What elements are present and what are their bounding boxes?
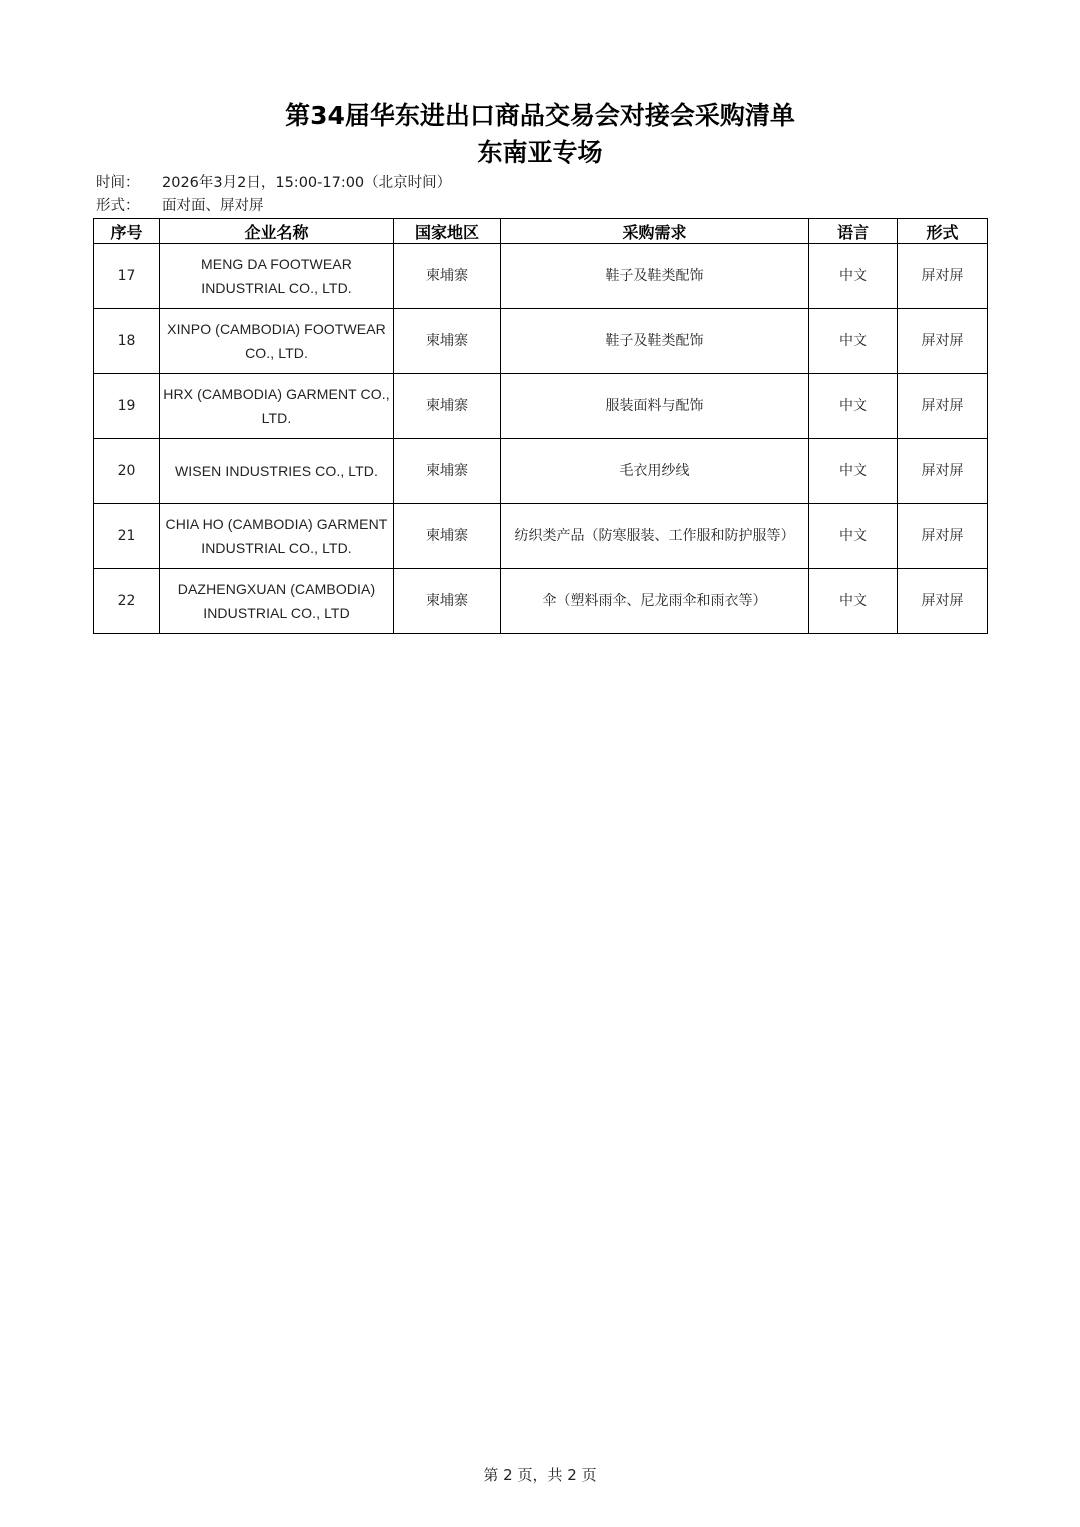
table-header-row [94, 219, 988, 244]
cell-format: 屏对屏 [898, 309, 988, 374]
cell-language: 中文 [809, 439, 898, 504]
cell-format: 屏对屏 [898, 244, 988, 309]
procurement-table [93, 218, 988, 634]
table-row [94, 309, 988, 374]
cell-no: 18 [94, 309, 160, 374]
cell-format: 屏对屏 [898, 439, 988, 504]
header-region: 国家地区 [394, 219, 501, 244]
cell-region: 柬埔寨 [394, 439, 501, 504]
cell-region: 柬埔寨 [394, 569, 501, 634]
document-title: 第34届华东进出口商品交易会对接会采购清单 [285, 101, 795, 130]
cell-no: 20 [94, 439, 160, 504]
cell-requirement: 鞋子及鞋类配饰 [501, 244, 809, 309]
header-language: 语言 [809, 219, 898, 244]
cell-language: 中文 [809, 569, 898, 634]
time-info [96, 173, 451, 193]
format-label: 形式： [96, 198, 140, 214]
header-format: 形式 [898, 219, 988, 244]
cell-no: 19 [94, 374, 160, 439]
cell-language: 中文 [809, 504, 898, 569]
cell-company: XINPO (CAMBODIA) FOOTWEAR CO., LTD. [160, 309, 394, 374]
table-row [94, 569, 988, 634]
time-value: 2026年3月2日，15:00-17:00（北京时间） [162, 175, 452, 191]
header-no: 序号 [94, 219, 160, 244]
header-company: 企业名称 [160, 219, 394, 244]
cell-format: 屏对屏 [898, 504, 988, 569]
cell-requirement: 伞（塑料雨伞、尼龙雨伞和雨衣等） [501, 569, 809, 634]
cell-requirement: 毛衣用纱线 [501, 439, 809, 504]
cell-region: 柬埔寨 [394, 244, 501, 309]
format-value: 面对面、屏对屏 [162, 198, 264, 214]
cell-company: CHIA HO (CAMBODIA) GARMENT INDUSTRIAL CO., LTD. [160, 504, 394, 569]
cell-company: MENG DA FOOTWEAR INDUSTRIAL CO., LTD. [160, 244, 394, 309]
cell-region: 柬埔寨 [394, 374, 501, 439]
page-footer: 第 2 页，共 2 页 [483, 1466, 597, 1484]
table-row [94, 244, 988, 309]
table-row [94, 439, 988, 504]
cell-company: HRX (CAMBODIA) GARMENT CO., LTD. [160, 374, 394, 439]
cell-company: WISEN INDUSTRIES CO., LTD. [160, 439, 394, 504]
cell-no: 22 [94, 569, 160, 634]
cell-language: 中文 [809, 374, 898, 439]
format-info [96, 196, 264, 216]
cell-no: 17 [94, 244, 160, 309]
cell-requirement: 鞋子及鞋类配饰 [501, 309, 809, 374]
header-requirement: 采购需求 [501, 219, 809, 244]
cell-format: 屏对屏 [898, 374, 988, 439]
table-row [94, 374, 988, 439]
cell-format: 屏对屏 [898, 569, 988, 634]
document-subtitle: 东南亚专场 [477, 138, 603, 167]
cell-language: 中文 [809, 309, 898, 374]
time-label: 时间： [96, 175, 140, 191]
cell-no: 21 [94, 504, 160, 569]
cell-region: 柬埔寨 [394, 309, 501, 374]
cell-requirement: 服装面料与配饰 [501, 374, 809, 439]
table-row [94, 504, 988, 569]
cell-requirement: 纺织类产品（防寒服装、工作服和防护服等） [501, 504, 809, 569]
cell-region: 柬埔寨 [394, 504, 501, 569]
cell-language: 中文 [809, 244, 898, 309]
cell-company: DAZHENGXUAN (CAMBODIA) INDUSTRIAL CO., LTD [160, 569, 394, 634]
